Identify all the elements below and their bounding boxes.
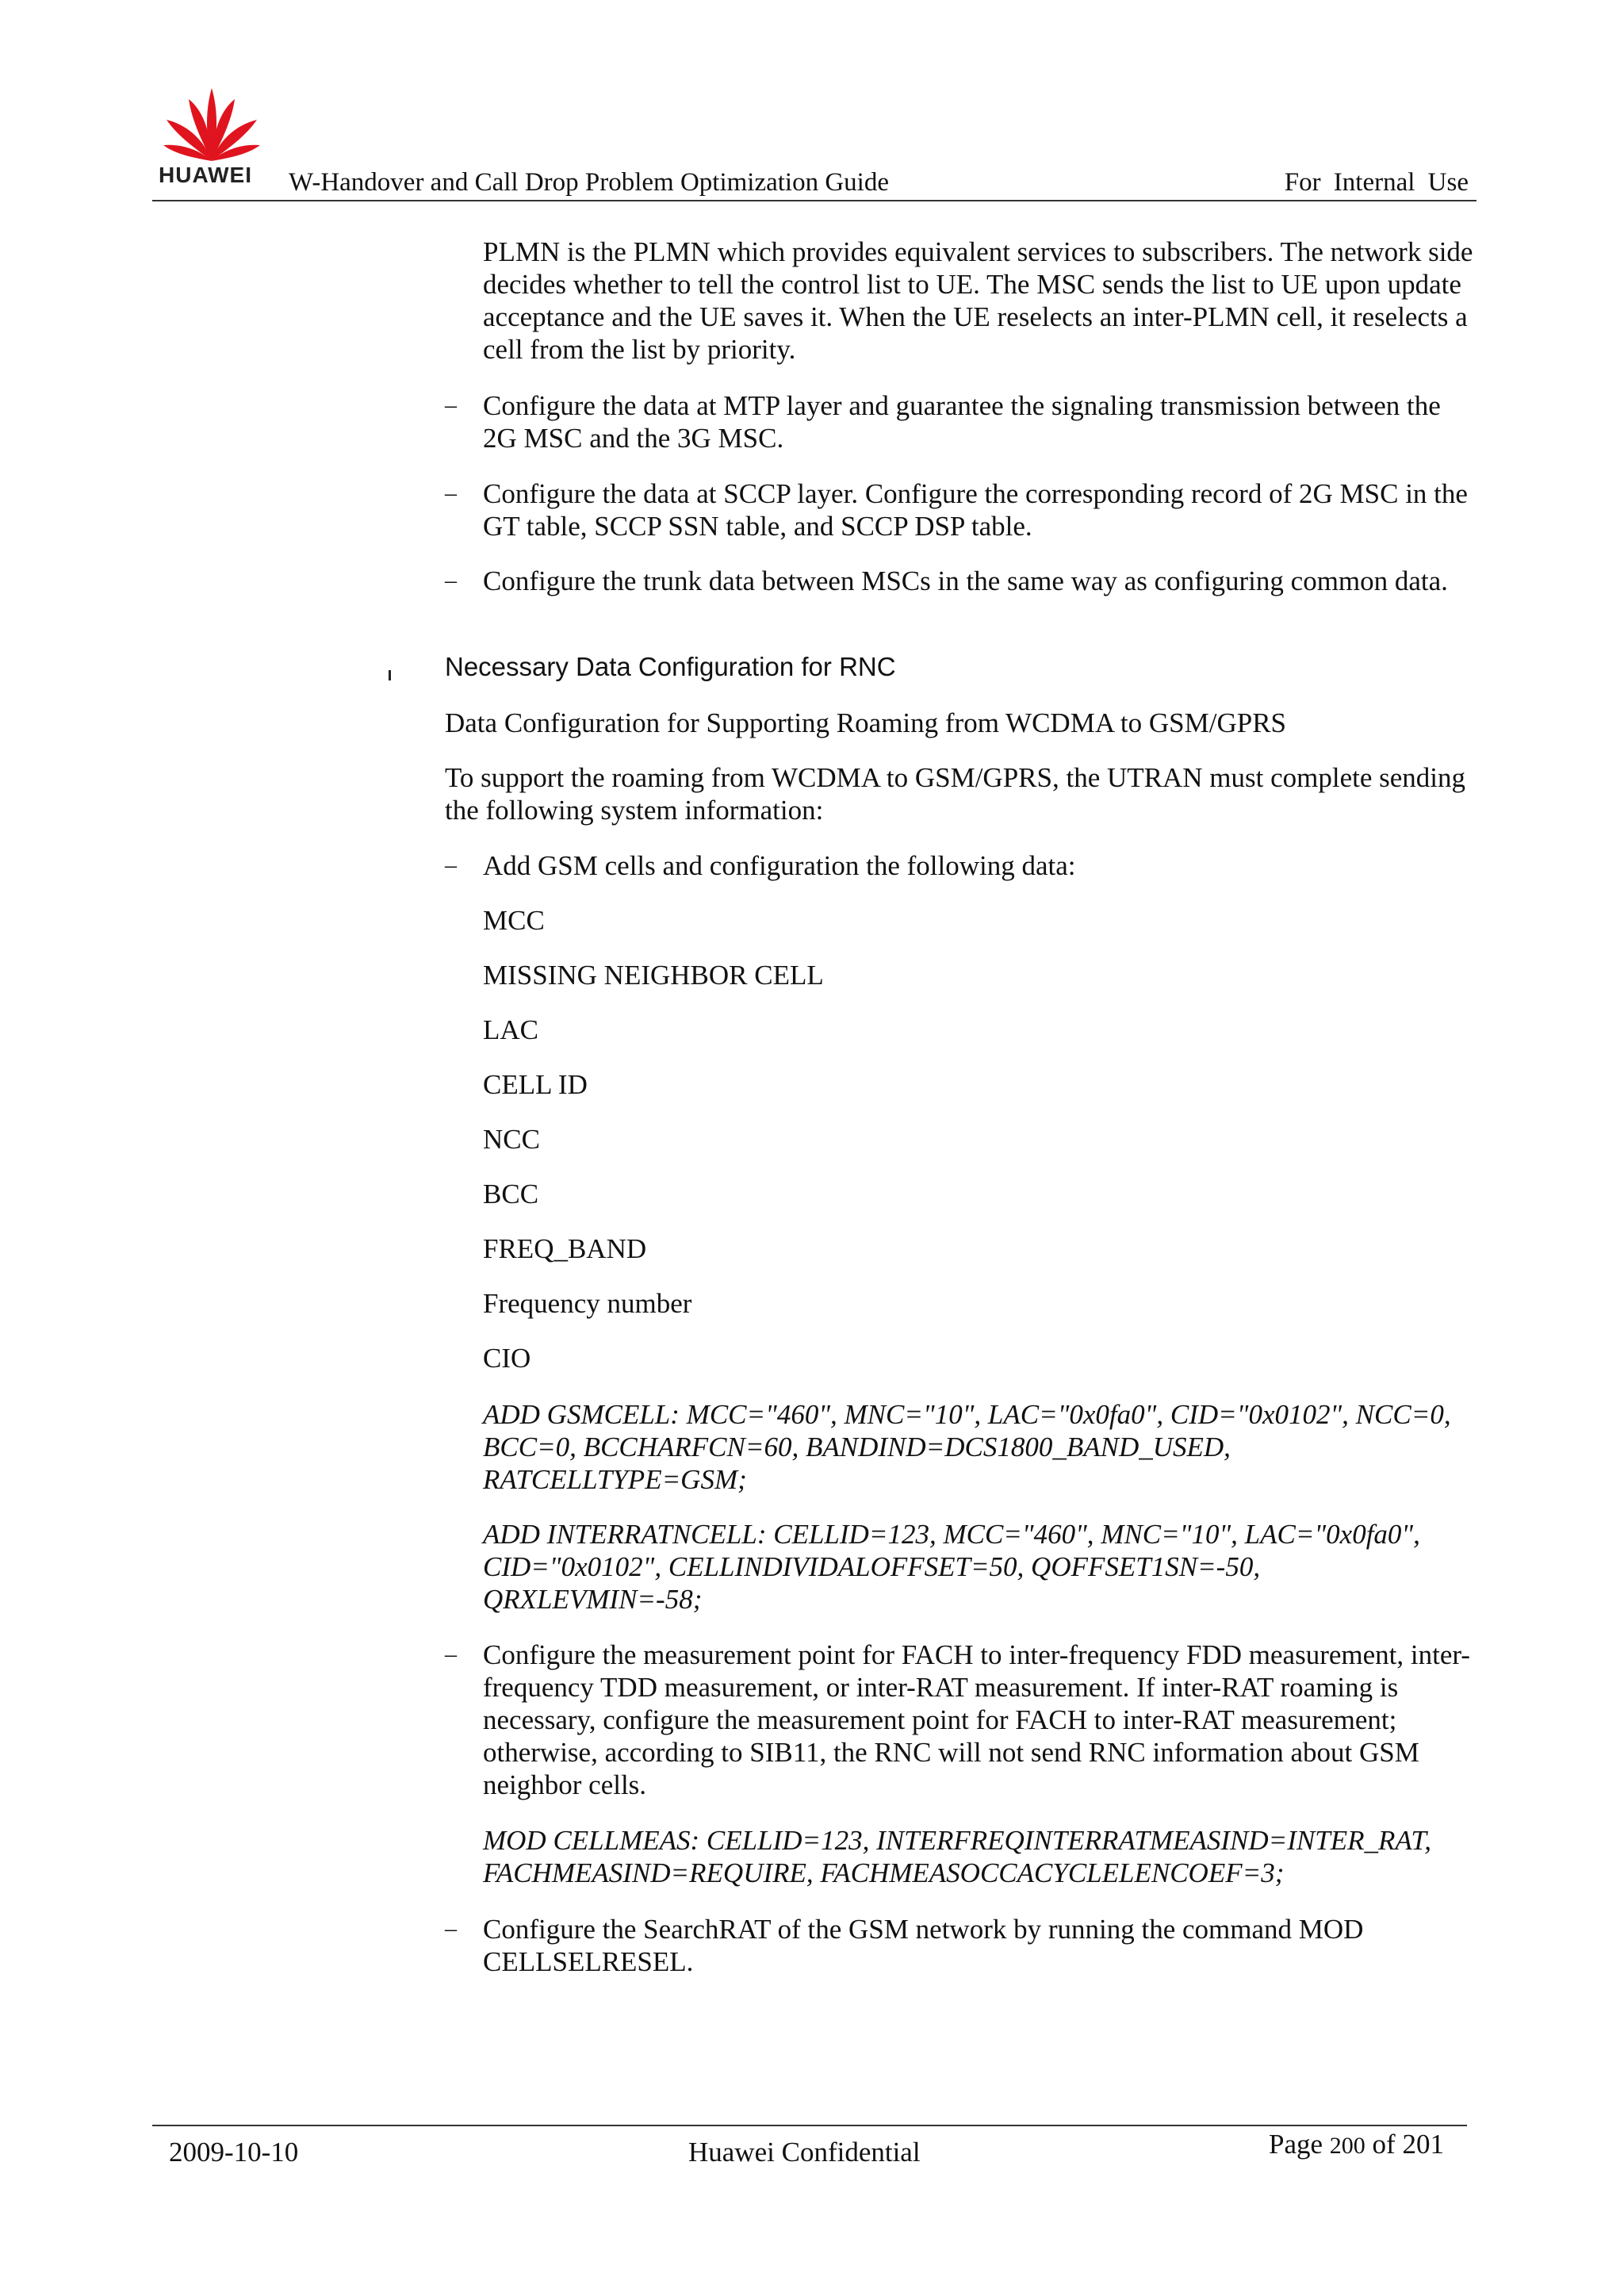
param-item: Frequency number	[483, 1288, 692, 1319]
page-number: 200	[1329, 2133, 1365, 2159]
section-heading: Necessary Data Configuration for RNC	[445, 652, 896, 681]
subheading: Data Configuration for Supporting Roaming from WCDMA to GSM/GPRS	[445, 707, 1287, 738]
param-item: BCC	[483, 1179, 539, 1209]
support-paragraph: To support the roaming from WCDMA to GSM/GPRS, the UTRAN must complete sending the following system information:	[445, 762, 1466, 826]
dash-bullet-icon: –	[445, 567, 457, 593]
command-mod-cellmeas: MOD CELLMEAS: CELLID=123, INTERFREQINTERRATMEASIND=INTER_RAT, FACHMEASIND=REQUIRE, FACHMEASOCCACYCLELENCOEF=3;	[483, 1825, 1432, 1888]
dash-bullet-icon: –	[445, 1915, 457, 1941]
footer-page-info	[1269, 2129, 1444, 2160]
page-prefix: Page	[1269, 2129, 1323, 2160]
param-item: CELL ID	[483, 1069, 588, 1100]
page-suffix: of 201	[1372, 2129, 1444, 2160]
command-add-gsmcell: ADD GSMCELL: MCC="460", MNC="10", LAC="0x0fa0", CID="0x0102", NCC=0, BCC=0, BCCHARFCN=60, BANDIND=DCS1800_BAND_USED, RATCELLTYPE=GSM;	[483, 1399, 1451, 1495]
dash-bullet-icon: –	[445, 852, 457, 878]
dash-bullet-icon: –	[445, 1641, 457, 1667]
list-item: Add GSM cells and configuration the following data:	[483, 850, 1076, 881]
brand-wordmark: HUAWEI	[159, 163, 252, 187]
footer-confidential: Huawei Confidential	[688, 2137, 921, 2168]
list-item: Configure the data at SCCP layer. Configure the corresponding record of 2G MSC in the GT table, SCCP SSN table, and SCCP DSP table.	[483, 478, 1468, 542]
list-item: Configure the trunk data between MSCs in the same way as configuring common data.	[483, 565, 1448, 596]
param-item: MISSING NEIGHBOR CELL	[483, 960, 824, 991]
classification-label: For Internal Use	[1284, 168, 1469, 197]
footer-date: 2009-10-10	[169, 2137, 299, 2168]
intro-paragraph: PLMN is the PLMN which provides equivalent services to subscribers. The network side decides whether to tell the control list to UE. The MSC sends the list to UE upon update acceptance and the UE saves it. When the UE reselects an inter-PLMN cell, it reselects a cell from the list by priority.	[483, 236, 1473, 365]
param-item: FREQ_BAND	[483, 1233, 647, 1264]
square-bullet-icon	[389, 670, 391, 680]
dash-bullet-icon: –	[445, 480, 457, 506]
list-item: Configure the SearchRAT of the GSM network by running the command MOD CELLSELRESEL.	[483, 1914, 1364, 1977]
dash-bullet-icon: –	[445, 392, 457, 418]
document-title: W-Handover and Call Drop Problem Optimization Guide	[289, 168, 890, 197]
command-add-interratncell: ADD INTERRATNCELL: CELLID=123, MCC="460", MNC="10", LAC="0x0fa0", CID="0x0102", CELLINDIVIDALOFFSET=50, QOFFSET1SN=-50, QRXLEVMIN=-58;	[483, 1519, 1420, 1615]
footer-rule	[152, 2125, 1467, 2126]
list-item: Configure the measurement point for FACH to inter-frequency FDD measurement, inter-frequency TDD measurement, or inter-RAT measurement. If inter-RAT roaming is necessary, configure the measurement point for FACH to inter-RAT measurement; otherwise, according to SIB11, the RNC will not send RNC information about GSM neighbor cells.	[483, 1639, 1470, 1800]
param-item: CIO	[483, 1343, 531, 1374]
param-item: NCC	[483, 1124, 540, 1155]
header-rule	[152, 200, 1477, 201]
list-item: Configure the data at MTP layer and guarantee the signaling transmission between the 2G MSC and the 3G MSC.	[483, 390, 1441, 454]
param-item: MCC	[483, 905, 545, 936]
param-item: LAC	[483, 1014, 538, 1045]
